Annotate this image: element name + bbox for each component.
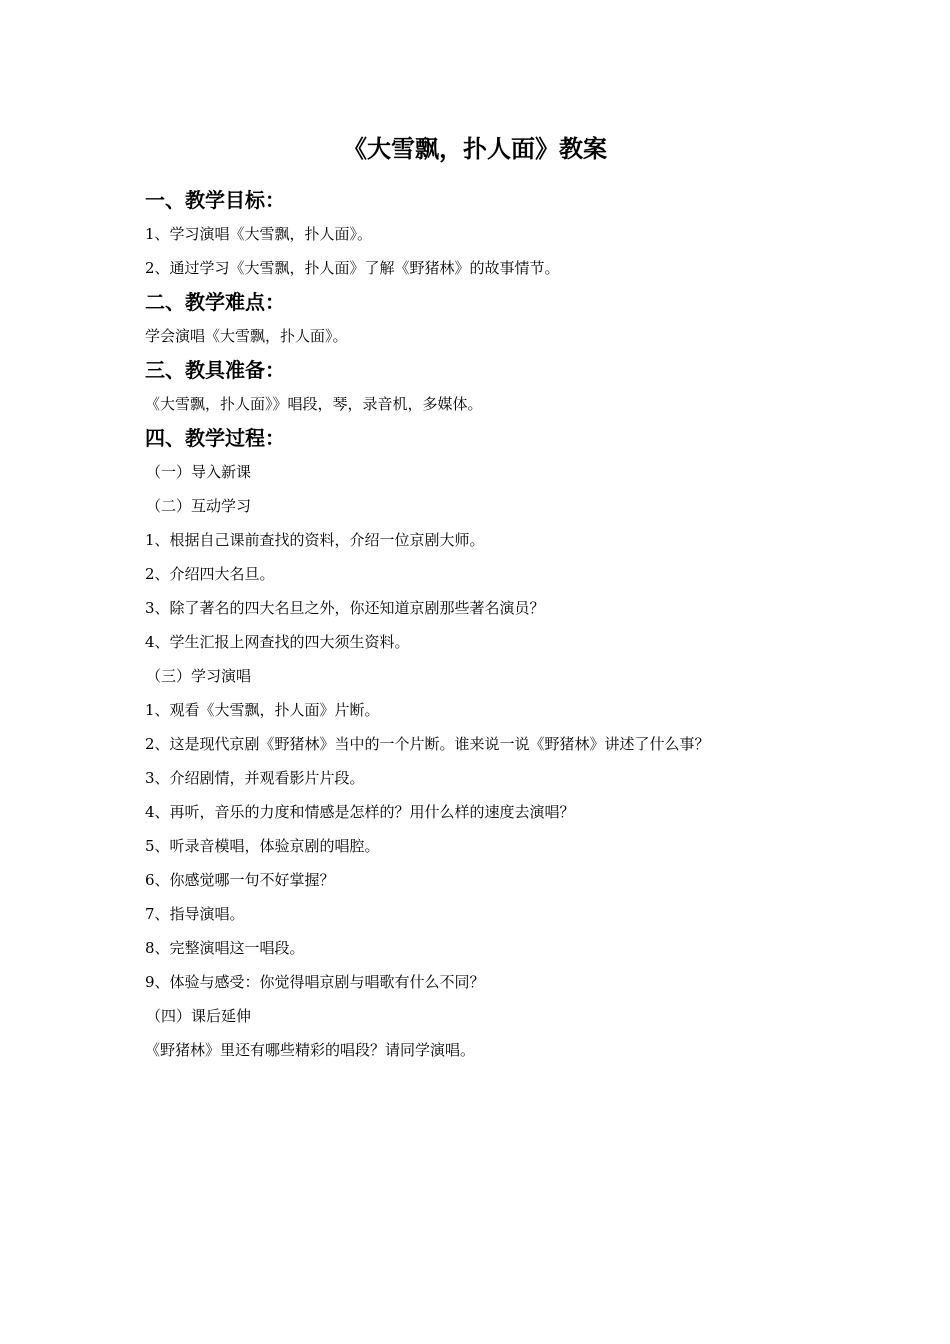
- section-heading: 二、教学难点：: [145, 290, 285, 314]
- body-line: 2、介绍四大名旦。: [145, 565, 275, 583]
- body-line: 4、学生汇报上网查找的四大须生资料。: [145, 633, 410, 651]
- document-body: [145, 183, 825, 1067]
- body-line: 《野猪林》里还有哪些精彩的唱段？请同学演唱。: [145, 1041, 476, 1059]
- body-line: 1、根据自己课前查找的资料，介绍一位京剧大师。: [145, 531, 485, 549]
- body-line: 2、这是现代京剧《野猪林》当中的一个片断。谁来说一说《野猪林》讲述了什么事？: [145, 735, 710, 753]
- subsection-heading: （二）互动学习: [146, 497, 252, 515]
- body-line: 8、完整演唱这一唱段。: [145, 939, 305, 957]
- subsection-heading: （三）学习演唱: [146, 667, 252, 685]
- subsection-heading: （四）课后延伸: [146, 1007, 252, 1025]
- body-line: 7、指导演唱。: [145, 905, 245, 923]
- section-heading: 四、教学过程：: [145, 426, 285, 450]
- document-title: 《大雪飘，扑人面》教案: [343, 135, 607, 163]
- body-line: 1、观看《大雪飘，扑人面》片断。: [145, 701, 380, 719]
- body-line: 学会演唱《大雪飘，扑人面》。: [145, 327, 348, 345]
- body-line: 9、体验与感受：你觉得唱京剧与唱歌有什么不同？: [145, 973, 485, 991]
- body-line: 6、你感觉哪一句不好掌握？: [145, 871, 335, 889]
- body-line: 3、介绍剧情，并观看影片片段。: [145, 769, 365, 787]
- section-materials: [145, 353, 825, 421]
- subsection-heading: （一）导入新课: [146, 463, 252, 481]
- body-line: 5、听录音模唱，体验京剧的唱腔。: [145, 837, 380, 855]
- section-process: [145, 421, 825, 1067]
- section-heading: 一、教学目标：: [145, 188, 285, 212]
- section-objectives: [145, 183, 825, 285]
- body-line: 2、通过学习《大雪飘，扑人面》了解《野猪林》的故事情节。: [145, 259, 560, 277]
- section-difficulties: [145, 285, 825, 353]
- body-line: 1、学习演唱《大雪飘，扑人面》。: [145, 225, 373, 243]
- section-heading: 三、教具准备：: [145, 358, 285, 382]
- body-line: 4、再听，音乐的力度和情感是怎样的？用什么样的速度去演唱？: [145, 803, 575, 821]
- body-line: 3、除了著名的四大名旦之外，你还知道京剧那些著名演员？: [145, 599, 545, 617]
- body-line: 《大雪飘，扑人面》》唱段，琴，录音机，多媒体。: [145, 395, 483, 413]
